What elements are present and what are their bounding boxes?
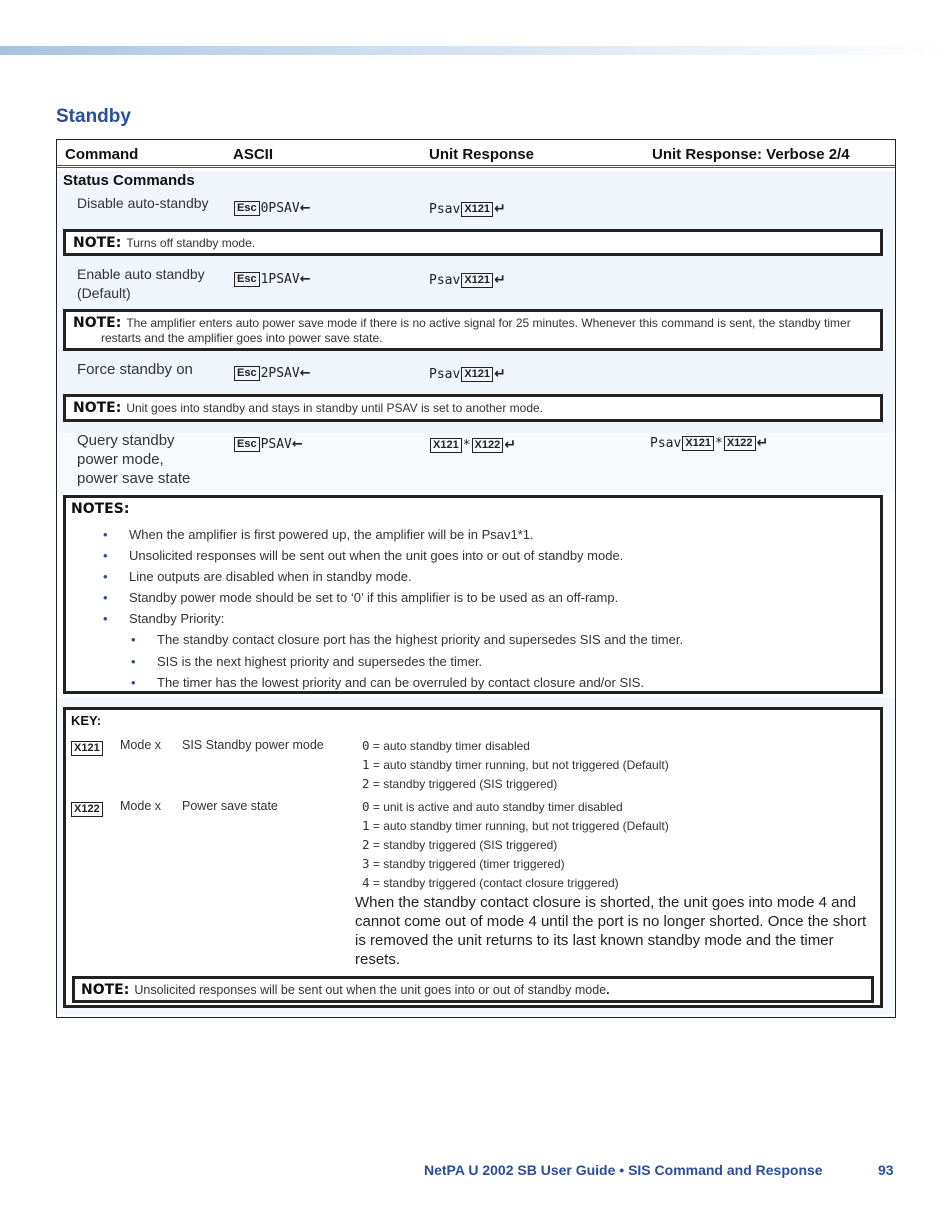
esc-key-symbol: Esc xyxy=(234,437,260,452)
note-enable xyxy=(63,309,883,351)
bullet-text: Unsolicited responses will be sent out when the unit goes into or out of standby mode. xyxy=(129,548,624,563)
note-text-continued: restarts and the amplifier goes into power save state. xyxy=(101,331,383,345)
option-number: 3 xyxy=(362,856,370,871)
response-disable xyxy=(429,200,506,219)
bullet-dot: • xyxy=(103,590,108,605)
ascii-query xyxy=(233,436,303,454)
notes-sub-bullet xyxy=(131,632,684,647)
bullet-dot: • xyxy=(131,675,136,690)
note-text: Turns off standby mode. xyxy=(126,236,256,250)
key-option xyxy=(362,799,623,814)
key-option xyxy=(362,856,565,871)
notes-box xyxy=(63,495,883,694)
star-separator: * xyxy=(715,436,723,451)
star-separator: * xyxy=(462,438,471,453)
command-line: (Default) xyxy=(77,285,131,301)
header-unit-response: Unit Response xyxy=(429,146,535,163)
left-arrow-icon: ← xyxy=(299,201,311,216)
command-table xyxy=(56,139,896,1018)
command-enable-auto-standby xyxy=(77,265,205,303)
footer-guide-title: NetPA U 2002 SB User Guide • SIS Command and Response xyxy=(424,1162,823,1178)
notes-bullet xyxy=(103,548,624,563)
option-text: = standby triggered (timer triggered) xyxy=(369,857,565,871)
esc-key-symbol: Esc xyxy=(234,201,260,216)
key-description: SIS Standby power mode xyxy=(182,738,324,752)
note-disable xyxy=(63,229,883,256)
top-color-band xyxy=(0,46,950,55)
bullet-text: Standby Priority: xyxy=(129,611,225,626)
option-text: = unit is active and auto standby timer disabled xyxy=(369,800,623,814)
bullet-text: The standby contact closure port has the highest priority and supersedes SIS and the timer. xyxy=(157,632,684,647)
key-option xyxy=(362,875,619,890)
command-query-standby xyxy=(77,431,190,488)
note-text: The amplifier enters auto power save mode if there is no active signal for 25 minutes. Whenever this command is sent, the standby timer xyxy=(126,316,851,330)
note-force xyxy=(63,394,883,422)
command-line: Enable auto standby xyxy=(77,266,205,282)
x121-symbol: X121 xyxy=(461,367,493,382)
left-arrow-icon: ← xyxy=(291,437,303,452)
page-number: 93 xyxy=(878,1162,894,1178)
x122-symbol: X122 xyxy=(724,436,756,451)
option-number: 0 xyxy=(362,799,370,814)
key-option xyxy=(362,776,557,791)
key-box xyxy=(63,707,883,1008)
ascii-enable xyxy=(233,271,311,289)
verbose-query xyxy=(650,434,768,453)
return-arrow-icon: ↵ xyxy=(756,435,769,451)
x121-symbol: X121 xyxy=(461,202,493,217)
return-arrow-icon: ↵ xyxy=(494,201,506,217)
header-command: Command xyxy=(65,146,139,163)
option-text: = auto standby timer disabled xyxy=(369,739,530,753)
response-prefix: Psav xyxy=(429,273,461,288)
header-verbose: Unit Response: Verbose 2/4 xyxy=(652,146,850,163)
option-number: 0 xyxy=(362,738,370,753)
response-force xyxy=(429,365,506,384)
esc-key-symbol: Esc xyxy=(234,366,260,381)
key-note xyxy=(72,976,874,1003)
bullet-dot: • xyxy=(103,569,108,584)
key-option xyxy=(362,757,669,772)
notes-sub-bullet xyxy=(131,675,645,690)
command-force-standby-on: Force standby on xyxy=(77,361,193,378)
bullet-dot: • xyxy=(103,548,108,563)
return-arrow-icon: ↵ xyxy=(494,366,506,382)
x121-symbol: X121 xyxy=(71,741,103,756)
x121-symbol: X121 xyxy=(430,438,462,453)
ascii-disable xyxy=(233,200,311,218)
x122-symbol: X122 xyxy=(71,802,103,817)
status-commands-title: Status Commands xyxy=(63,172,195,189)
section-title: Standby xyxy=(56,106,131,127)
x121-symbol: X121 xyxy=(461,273,493,288)
ascii-code: PSAV xyxy=(260,437,292,452)
ascii-force xyxy=(233,365,311,383)
note-label: NOTE: xyxy=(73,315,122,331)
option-number: 4 xyxy=(362,875,370,890)
key-option xyxy=(362,738,530,753)
bullet-text: SIS is the next highest priority and supersedes the timer. xyxy=(157,654,483,669)
response-prefix: Psav xyxy=(429,367,461,382)
key-description: Power save state xyxy=(182,799,278,813)
left-arrow-icon: ← xyxy=(299,366,311,381)
bullet-text: Standby power mode should be set to ‘0’ if this amplifier is to be used as an off-ramp. xyxy=(129,590,619,605)
esc-key-symbol: Esc xyxy=(234,272,260,287)
notes-bullet xyxy=(103,569,412,584)
bullet-text: Line outputs are disabled when in standby mode. xyxy=(129,569,412,584)
notes-bullet xyxy=(103,611,225,626)
option-text: = standby triggered (SIS triggered) xyxy=(369,838,558,852)
notes-sub-bullet xyxy=(131,654,483,669)
option-number: 2 xyxy=(362,776,370,791)
option-text: = auto standby timer running, but not triggered (Default) xyxy=(369,819,669,833)
bullet-dot: • xyxy=(103,611,108,626)
response-query xyxy=(429,436,516,455)
bullet-dot: • xyxy=(131,632,136,647)
command-line: power save state xyxy=(77,470,191,487)
note-text: Unsolicited responses will be sent out when the unit goes into or out of standby mode xyxy=(134,983,607,997)
x122-symbol: X122 xyxy=(472,438,504,453)
option-text: = auto standby timer running, but not triggered (Default) xyxy=(369,758,669,772)
header-ascii: ASCII xyxy=(233,146,274,163)
option-text: = standby triggered (SIS triggered) xyxy=(369,777,558,791)
option-number: 1 xyxy=(362,818,370,833)
response-enable xyxy=(429,271,506,290)
key-mode: Mode x xyxy=(120,738,161,752)
option-number: 1 xyxy=(362,757,370,772)
command-disable-auto-standby: Disable auto-standby xyxy=(77,195,209,211)
key-option xyxy=(362,818,669,833)
verbose-prefix: Psav xyxy=(650,436,682,451)
option-text: = standby triggered (contact closure triggered) xyxy=(369,876,619,890)
table-header xyxy=(57,140,895,168)
note-text: Unit goes into standby and stays in standby until PSAV is set to another mode. xyxy=(126,401,544,415)
notes-title: NOTES: xyxy=(71,501,130,517)
notes-bullet xyxy=(103,590,619,605)
notes-bullet xyxy=(103,527,534,542)
option-number: 2 xyxy=(362,837,370,852)
ascii-code: 1PSAV xyxy=(260,272,300,287)
left-arrow-icon: ← xyxy=(299,272,311,287)
bullet-text: When the amplifier is first powered up, the amplifier will be in Psav1*1. xyxy=(129,527,534,542)
return-arrow-icon: ↵ xyxy=(504,437,516,453)
note-label: NOTE: xyxy=(73,400,122,416)
return-arrow-icon: ↵ xyxy=(494,272,506,288)
key-title: KEY: xyxy=(71,713,102,728)
note-label: NOTE: xyxy=(81,982,130,998)
response-prefix: Psav xyxy=(429,202,461,217)
key-option xyxy=(362,837,557,852)
command-line: Query standby xyxy=(77,432,175,449)
bullet-text: The timer has the lowest priority and can be overruled by contact closure and/or SIS. xyxy=(157,675,645,690)
x121-symbol: X121 xyxy=(682,436,714,451)
contact-closure-paragraph: When the standby contact closure is shorted, the unit goes into mode 4 and cannot come out of mode 4 until the port is no longer shorted. Once the short is removed the unit returns to its last known standby mode and the timer resets. xyxy=(355,894,867,968)
key-mode: Mode x xyxy=(120,799,161,813)
note-label: NOTE: xyxy=(73,235,122,251)
ascii-code: 2PSAV xyxy=(260,366,300,381)
bullet-dot: • xyxy=(131,654,136,669)
bullet-dot: • xyxy=(103,527,108,542)
note-period: . xyxy=(606,983,610,997)
ascii-code: 0PSAV xyxy=(260,201,300,216)
command-line: power mode, xyxy=(77,451,164,468)
